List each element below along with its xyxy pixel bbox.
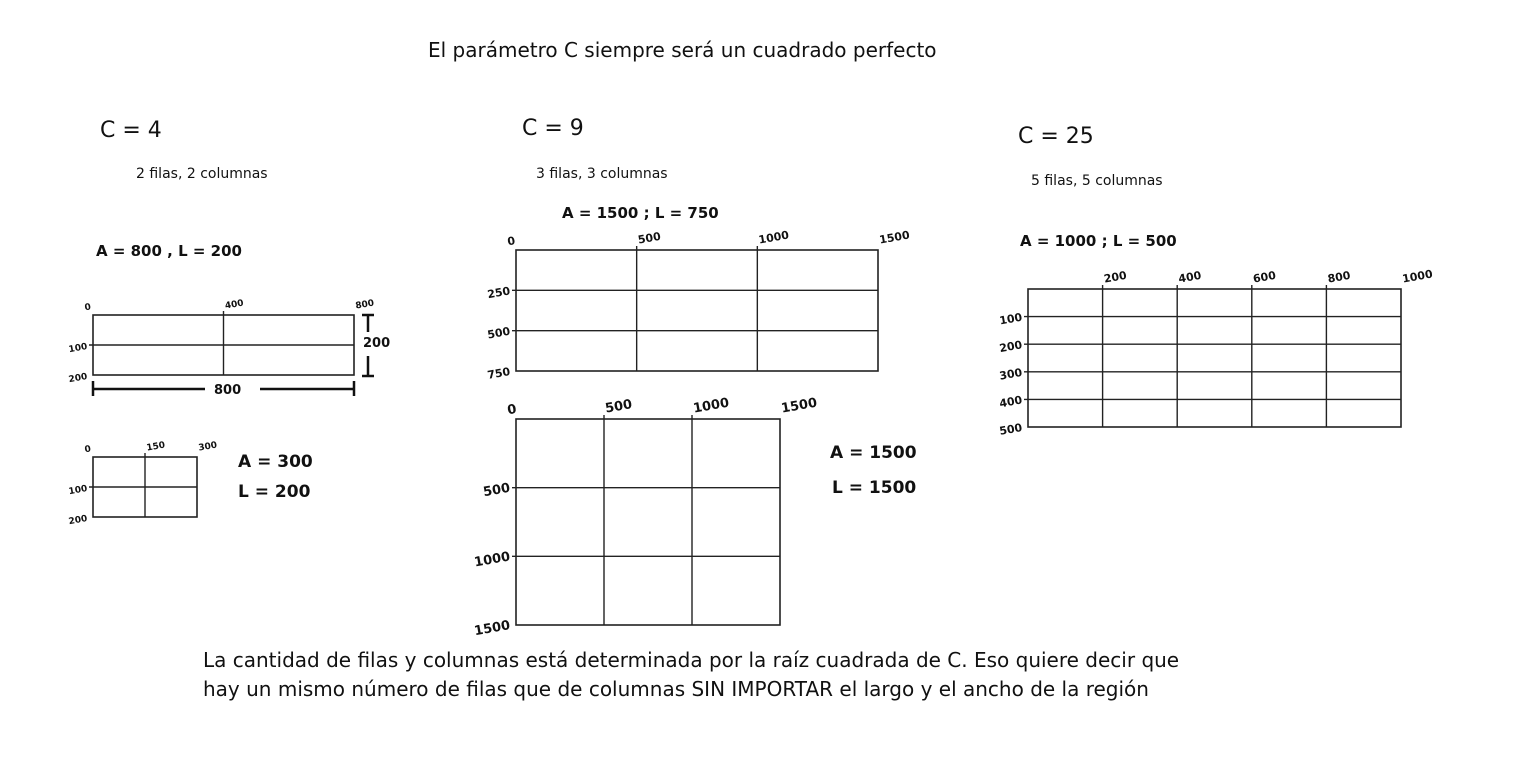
y-tick-label: 400 <box>998 393 1024 411</box>
case-c4-label: C = 4 <box>100 118 162 143</box>
x-tick-label: 1500 <box>780 395 819 417</box>
x-tick-label: 300 <box>197 440 219 454</box>
y-tick-label: 200 <box>67 372 89 386</box>
x-tick-label: 1500 <box>878 228 911 247</box>
x-tick-label: 800 <box>354 298 376 312</box>
y-tick-label: 500 <box>486 324 512 342</box>
y-tick-label: 750 <box>486 365 512 382</box>
y-tick-label: 1500 <box>473 618 512 640</box>
y-tick-label: 100 <box>998 310 1024 328</box>
x-tick-label: 0 <box>506 401 518 419</box>
grid-4 <box>473 396 818 640</box>
y-tick-label: 200 <box>998 338 1024 356</box>
footer-line-2: hay un mismo número de filas que de columnas SIN IMPORTAR el largo y el ancho de la región <box>203 677 1149 701</box>
y-tick-label: 1000 <box>473 549 512 571</box>
small-grid-a: A = 300 <box>238 452 313 472</box>
x-tick-label: 500 <box>636 229 662 247</box>
y-tick-label: 500 <box>482 480 512 501</box>
x-tick-label: 400 <box>224 298 245 312</box>
y-tick-label: 300 <box>998 365 1024 383</box>
case-c25-rows-cols: 5 filas, 5 columnas <box>1031 173 1163 189</box>
case-c9-dims: A = 1500 ; L = 750 <box>562 204 719 222</box>
x-tick-label: 0 <box>83 302 92 314</box>
x-tick-label: 150 <box>145 440 167 454</box>
page-title: El parámetro C siempre será un cuadrado perfecto <box>428 38 937 62</box>
grid-border <box>516 419 780 625</box>
x-tick-label: 1000 <box>1401 267 1434 286</box>
x-tick-label: 0 <box>83 444 92 456</box>
grid-5 <box>998 267 1434 437</box>
width-span-label: 800 <box>214 383 242 398</box>
x-tick-label: 600 <box>1252 268 1277 286</box>
grid-1 <box>68 298 375 385</box>
x-tick-label: 1000 <box>692 395 731 417</box>
square-grid-l: L = 1500 <box>832 478 917 498</box>
footer-line-1: La cantidad de filas y columnas está determinada por la raíz cuadrada de C. Eso quiere decir que <box>203 648 1180 672</box>
y-tick-label: 100 <box>67 484 89 498</box>
square-grid-a: A = 1500 <box>830 443 917 463</box>
grid-border <box>1028 289 1401 427</box>
grid-border <box>516 250 878 371</box>
y-tick-label: 100 <box>67 342 89 356</box>
case-c9-rows-cols: 3 filas, 3 columnas <box>536 166 668 182</box>
case-c9-label: C = 9 <box>522 116 584 141</box>
grid-2 <box>68 440 218 527</box>
x-tick-label: 800 <box>1326 268 1352 286</box>
case-c25-dims: A = 1000 ; L = 500 <box>1020 232 1177 250</box>
x-tick-label: 500 <box>604 397 634 417</box>
case-c25-label: C = 25 <box>1018 124 1094 149</box>
case-c4-dims: A = 800 , L = 200 <box>96 242 242 260</box>
case-c4-rows-cols: 2 filas, 2 columnas <box>136 166 268 182</box>
x-tick-label: 400 <box>1177 268 1203 286</box>
grid-3 <box>486 228 911 381</box>
y-tick-label: 500 <box>998 421 1024 438</box>
height-span-label: 200 <box>363 336 391 351</box>
x-tick-label: 1000 <box>757 228 790 247</box>
y-tick-label: 200 <box>67 514 89 528</box>
x-tick-label: 200 <box>1102 268 1128 286</box>
small-grid-l: L = 200 <box>238 482 311 502</box>
footer-note <box>203 646 1179 704</box>
x-tick-label: 0 <box>506 234 517 249</box>
y-tick-label: 250 <box>486 284 512 302</box>
